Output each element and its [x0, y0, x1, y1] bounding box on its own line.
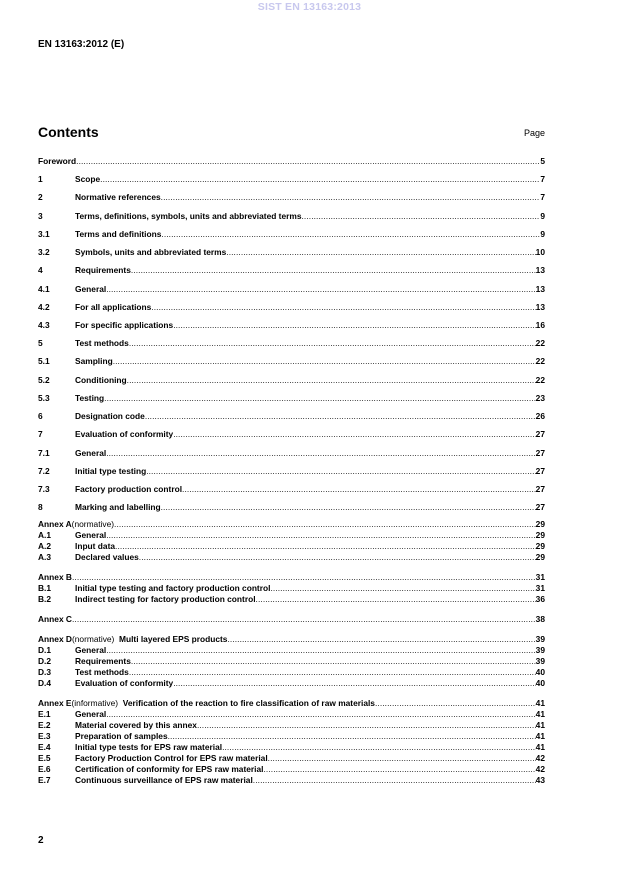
toc-entry-page: 23 [535, 393, 545, 403]
leader-dots [104, 393, 536, 404]
toc-entry-7-2[interactable] [38, 466, 545, 477]
leader-dots [115, 541, 536, 552]
toc-entry-number: A.3 [38, 552, 52, 562]
toc-entry-title: General [75, 645, 107, 655]
toc-entry-title: Initial type testing and factory production control [75, 583, 271, 593]
toc-entry-number: B.2 [38, 594, 52, 604]
toc-entry-title: Input data [75, 541, 116, 551]
toc-entry-number: 5.2 [38, 375, 50, 385]
toc-entry-number: 3.2 [38, 247, 50, 257]
table-of-contents [38, 0, 545, 877]
leader-dots [268, 753, 536, 764]
toc-entry-number: E.3 [38, 731, 51, 741]
toc-entry-number: 7.2 [38, 466, 50, 476]
toc-entry-title: Continuous surveillance of EPS raw material [75, 775, 253, 785]
toc-entry-title: Testing [75, 393, 105, 403]
toc-annex-b[interactable] [38, 572, 545, 583]
toc-entry-title: Sampling [75, 356, 113, 366]
toc-entry-number: 3.1 [38, 229, 50, 239]
toc-entry-b-2[interactable] [38, 594, 545, 605]
toc-entry-number: 3 [38, 211, 43, 221]
toc-entry-page: 39 [535, 656, 545, 666]
toc-entry-number: A.1 [38, 530, 52, 540]
toc-entry-page: 39 [535, 645, 545, 655]
leader-dots [114, 519, 536, 530]
toc-entry-page: 27 [535, 466, 545, 476]
leader-dots [139, 552, 536, 563]
toc-entry-title: Symbols, units and abbreviated terms [75, 247, 227, 257]
toc-entry-number: D.3 [38, 667, 52, 677]
toc-entry-title: Scope [75, 174, 101, 184]
toc-entry-number: Foreword [38, 156, 77, 166]
toc-entry-page: 26 [535, 411, 545, 421]
toc-entry-number: 4.3 [38, 320, 50, 330]
page-column-label: Page [523, 128, 545, 138]
leader-dots [161, 502, 536, 513]
leader-dots [129, 667, 536, 678]
leader-dots [76, 156, 540, 167]
toc-entry-page: 42 [535, 753, 545, 763]
leader-dots [113, 356, 536, 367]
toc-entry-page: 39 [535, 634, 545, 644]
leader-dots [72, 614, 536, 625]
leader-dots [161, 192, 541, 203]
leader-dots [131, 265, 536, 276]
toc-entry-title: Terms and definitions [75, 229, 162, 239]
toc-entry-d-2[interactable] [38, 656, 545, 667]
toc-entry-e-6[interactable] [38, 764, 545, 775]
toc-entry-e-4[interactable] [38, 742, 545, 753]
toc-entry-8[interactable] [38, 502, 545, 513]
toc-entry-page: 29 [535, 519, 545, 529]
toc-entry-title: Terms, definitions, symbols, units and abbreviated terms [75, 211, 302, 221]
toc-entry-number: 5.1 [38, 356, 50, 366]
toc-entry-7-1[interactable] [38, 448, 545, 459]
toc-entry-page: 41 [535, 709, 545, 719]
toc-entry-d-3[interactable] [38, 667, 545, 678]
leader-dots [173, 678, 535, 689]
toc-entry-number: 5.3 [38, 393, 50, 403]
toc-entry-number: 7 [38, 429, 43, 439]
toc-entry-title: Requirements [75, 656, 131, 666]
annex-type: (normative) [71, 634, 115, 644]
toc-entry-e-3[interactable] [38, 731, 545, 742]
leader-dots [146, 466, 535, 477]
toc-entry-title: Preparation of samples [75, 731, 168, 741]
toc-entry-page: 27 [535, 484, 545, 494]
leader-dots [182, 484, 536, 495]
toc-entry-page: 38 [535, 614, 545, 624]
leader-dots [145, 411, 536, 422]
toc-entry-page: 31 [535, 572, 545, 582]
toc-entry-page: 29 [535, 541, 545, 551]
toc-entry-number: 5 [38, 338, 43, 348]
toc-entry-page: 13 [535, 265, 545, 275]
toc-entry-number: 8 [38, 502, 43, 512]
toc-entry-page: 9 [540, 229, 545, 239]
toc-entry-d-4[interactable] [38, 678, 545, 689]
toc-entry-title: Material covered by this annex [75, 720, 197, 730]
leader-dots [256, 594, 536, 605]
toc-entry-title: For specific applications [75, 320, 174, 330]
toc-entry-title: Declared values [75, 552, 139, 562]
toc-entry-3[interactable] [38, 211, 545, 222]
leader-dots [100, 174, 540, 185]
toc-entry-5[interactable] [38, 338, 545, 349]
toc-entry-page: 7 [540, 174, 545, 184]
toc-annex-a[interactable] [38, 519, 545, 530]
toc-entry-number: D.4 [38, 678, 52, 688]
toc-entry-title: Test methods [75, 338, 129, 348]
toc-entry-title: Factory Production Control for EPS raw material [75, 753, 268, 763]
toc-entry-title: Requirements [75, 265, 131, 275]
toc-entry-title: Test methods [75, 667, 129, 677]
toc-entry-title: Marking and labelling [75, 502, 161, 512]
toc-entry-page: 40 [535, 667, 545, 677]
leader-dots [72, 572, 536, 583]
toc-entry-page: 41 [535, 742, 545, 752]
toc-entry-3-1[interactable] [38, 229, 545, 240]
toc-entry-page: 29 [535, 530, 545, 540]
annex-label: Annex B [38, 572, 72, 582]
toc-entry-title: Certification of conformity for EPS raw material [75, 764, 264, 774]
toc-entry-page: 10 [535, 247, 545, 257]
toc-entry-5-2[interactable] [38, 375, 545, 386]
toc-entry-e-5[interactable] [38, 753, 545, 764]
toc-entry-1[interactable] [38, 174, 545, 185]
toc-entry-page: 36 [535, 594, 545, 604]
leader-dots [173, 429, 535, 440]
toc-entry-number: 7.1 [38, 448, 50, 458]
leader-dots [168, 731, 536, 742]
toc-entry-page: 41 [535, 698, 545, 708]
leader-dots [106, 709, 535, 720]
toc-entry-title: General [75, 448, 107, 458]
toc-entry-d-1[interactable] [38, 645, 545, 656]
toc-entry-page: 22 [535, 375, 545, 385]
toc-entry-page: 5 [540, 156, 545, 166]
toc-annex-c[interactable] [38, 614, 545, 625]
toc-entry-b-1[interactable] [38, 583, 545, 594]
toc-entry-7-3[interactable] [38, 484, 545, 495]
toc-entry-title: Normative references [75, 192, 161, 202]
toc-entry-3-2[interactable] [38, 247, 545, 258]
contents-title: Contents [38, 124, 99, 140]
leader-dots [226, 247, 535, 258]
toc-entry-page: 16 [535, 320, 545, 330]
leader-dots [129, 338, 536, 349]
toc-entry-4[interactable] [38, 265, 545, 276]
toc-entry-number: 4 [38, 265, 43, 275]
toc-entry-5-1[interactable] [38, 356, 545, 367]
toc-entry-number: D.2 [38, 656, 52, 666]
toc-entry-6[interactable] [38, 411, 545, 422]
page-number: 2 [38, 835, 44, 846]
leader-dots [302, 211, 541, 222]
toc-entry-title: Indirect testing for factory production control [75, 594, 256, 604]
leader-dots [253, 775, 536, 786]
document-id: EN 13163:2012 (E) [38, 39, 125, 50]
leader-dots [270, 583, 535, 594]
leader-dots [161, 229, 540, 240]
leader-dots [222, 742, 536, 753]
toc-entry-number: D.1 [38, 645, 52, 655]
leader-dots [197, 720, 536, 731]
toc-entry-4-1[interactable] [38, 284, 545, 295]
toc-entry-a-1[interactable] [38, 530, 545, 541]
toc-entry-4-2[interactable] [38, 302, 545, 313]
toc-entry-foreword[interactable] [38, 156, 545, 167]
toc-entry-page: 43 [535, 775, 545, 785]
leader-dots [106, 645, 535, 656]
toc-entry-page: 27 [535, 448, 545, 458]
toc-entry-title: Initial type tests for EPS raw material [75, 742, 223, 752]
toc-entry-page: 41 [535, 731, 545, 741]
toc-entry-5-3[interactable] [38, 393, 545, 404]
toc-entry-number: 6 [38, 411, 43, 421]
toc-entry-title: General [75, 530, 107, 540]
toc-entry-number: 2 [38, 192, 43, 202]
toc-entry-number: E.7 [38, 775, 51, 785]
toc-entry-page: 13 [535, 284, 545, 294]
toc-annex-d[interactable] [38, 634, 545, 645]
toc-entry-number: 1 [38, 174, 43, 184]
leader-dots [151, 302, 535, 313]
toc-entry-number: 4.2 [38, 302, 50, 312]
toc-entry-title: Initial type testing [75, 466, 147, 476]
annex-type: (normative) [71, 519, 115, 529]
toc-entry-2[interactable] [38, 192, 545, 203]
leader-dots [127, 375, 536, 386]
toc-entry-title: Evaluation of conformity [75, 678, 174, 688]
toc-entry-7[interactable] [38, 429, 545, 440]
toc-entry-page: 22 [535, 356, 545, 366]
leader-dots [131, 656, 536, 667]
toc-entry-page: 22 [535, 338, 545, 348]
toc-entry-number: 4.1 [38, 284, 50, 294]
toc-entry-title: Factory production control [75, 484, 183, 494]
annex-type: (informative) [71, 698, 119, 708]
toc-entry-title: For all applications [75, 302, 152, 312]
leader-dots [263, 764, 535, 775]
toc-entry-page: 27 [535, 429, 545, 439]
leader-dots [106, 530, 535, 541]
leader-dots [375, 698, 536, 709]
toc-entry-number: E.2 [38, 720, 51, 730]
toc-entry-page: 13 [535, 302, 545, 312]
annex-label: Annex E [38, 698, 72, 708]
toc-entry-number: B.1 [38, 583, 52, 593]
toc-entry-number: 7.3 [38, 484, 50, 494]
annex-title: Multi layered EPS products [114, 634, 228, 644]
annex-label: Annex C [38, 614, 72, 624]
toc-entry-e-2[interactable] [38, 720, 545, 731]
toc-annex-e[interactable] [38, 698, 545, 709]
annex-label: Annex A [38, 519, 72, 529]
toc-entry-page: 31 [535, 583, 545, 593]
leader-dots [227, 634, 535, 645]
toc-entry-page: 40 [535, 678, 545, 688]
toc-entry-page: 29 [535, 552, 545, 562]
toc-entry-page: 41 [535, 720, 545, 730]
watermark: SIST EN 13163:2013 [257, 1, 362, 13]
toc-entry-title: Designation code [75, 411, 145, 421]
toc-entry-title: Conditioning [75, 375, 127, 385]
toc-entry-title: General [75, 709, 107, 719]
leader-dots [106, 284, 535, 295]
toc-entry-a-2[interactable] [38, 541, 545, 552]
toc-entry-e-7[interactable] [38, 775, 545, 786]
annex-label: Annex D [38, 634, 72, 644]
toc-entry-number: A.2 [38, 541, 52, 551]
toc-entry-number: E.1 [38, 709, 51, 719]
toc-entry-e-1[interactable] [38, 709, 545, 720]
annex-title: Verification of the reaction to fire classification of raw materials [118, 698, 375, 708]
toc-entry-page: 27 [535, 502, 545, 512]
toc-entry-page: 42 [535, 764, 545, 774]
toc-entry-4-3[interactable] [38, 320, 545, 331]
toc-entry-title: Evaluation of conformity [75, 429, 174, 439]
leader-dots [106, 448, 535, 459]
toc-entry-number: E.6 [38, 764, 51, 774]
toc-entry-page: 7 [540, 192, 545, 202]
toc-entry-page: 9 [540, 211, 545, 221]
toc-entry-number: E.5 [38, 753, 51, 763]
toc-entry-title: General [75, 284, 107, 294]
toc-entry-number: E.4 [38, 742, 51, 752]
leader-dots [173, 320, 535, 331]
toc-entry-a-3[interactable] [38, 552, 545, 563]
